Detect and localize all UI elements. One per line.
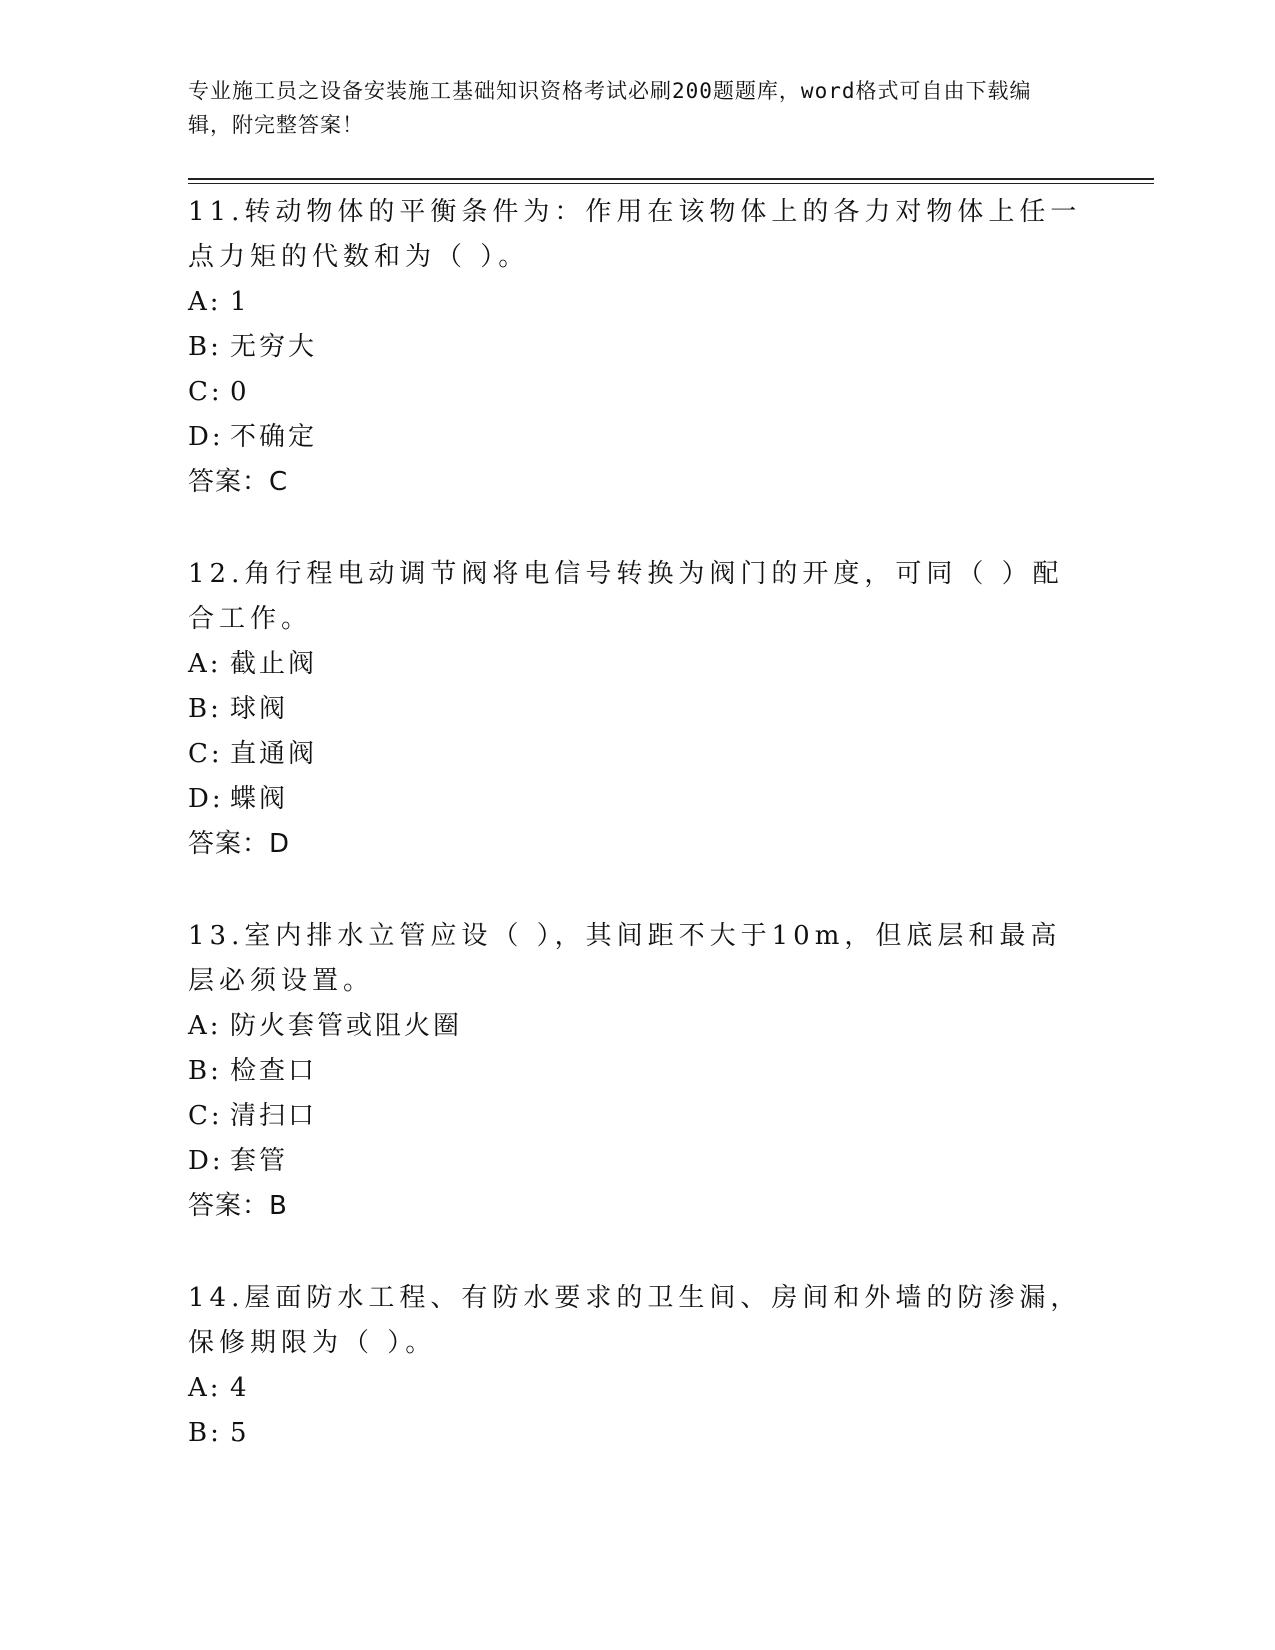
option-text: 球阀: [230, 694, 289, 724]
option-text: 截止阀: [230, 649, 318, 679]
option-text: 蝶阀: [230, 784, 289, 814]
option-list: [188, 280, 1088, 460]
option-text: 检查口: [230, 1056, 318, 1086]
question-stem: 14.屋面防水工程、有防水要求的卫生间、房间和外墙的防渗漏，保修期限为（ ）。: [188, 1283, 1082, 1358]
option-letter: C:: [188, 1101, 223, 1131]
option-text: 0: [230, 377, 250, 407]
option-a: [188, 280, 1088, 325]
option-letter: A:: [188, 287, 222, 317]
question-13: [188, 914, 1088, 1229]
option-letter: B:: [188, 694, 222, 724]
option-list: [188, 642, 1088, 822]
option-c: [188, 732, 1088, 777]
option-letter: D:: [188, 422, 224, 452]
option-letter: D:: [188, 784, 224, 814]
answer-line: 答案：D: [188, 829, 291, 859]
option-d: [188, 777, 1088, 822]
option-b: [188, 1049, 1088, 1094]
option-letter: A:: [188, 1373, 222, 1403]
option-c: [188, 1094, 1088, 1139]
option-d: [188, 1139, 1088, 1184]
option-letter: B:: [188, 332, 222, 362]
option-b: [188, 325, 1088, 370]
option-text: 4: [230, 1373, 250, 1403]
option-letter: C:: [188, 377, 223, 407]
option-c: [188, 370, 1088, 415]
option-text: 直通阀: [230, 739, 318, 769]
option-a: [188, 1366, 1088, 1411]
option-text: 不确定: [230, 422, 318, 452]
option-list: [188, 1004, 1088, 1184]
option-text: 1: [230, 287, 250, 317]
question-stem: 13.室内排水立管应设（ ），其间距不大于10m，但底层和最高层必须设置。: [188, 921, 1062, 996]
option-b: [188, 1411, 1088, 1456]
option-letter: D:: [188, 1146, 224, 1176]
option-text: 清扫口: [230, 1101, 318, 1131]
header-rule-bottom: [188, 183, 1154, 184]
option-letter: A:: [188, 649, 222, 679]
option-text: 无穷大: [230, 332, 318, 362]
answer-line: 答案：C: [188, 467, 289, 497]
option-b: [188, 687, 1088, 732]
question-stem: 11.转动物体的平衡条件为：作用在该物体上的各力对物体上任一点力矩的代数和为（ ）。: [188, 197, 1082, 272]
question-11: [188, 190, 1088, 505]
option-text: 防火套管或阻火圈: [230, 1011, 463, 1041]
option-a: [188, 1004, 1088, 1049]
option-list: [188, 1366, 1088, 1456]
option-letter: C:: [188, 739, 223, 769]
option-text: 套管: [230, 1146, 289, 1176]
option-letter: B:: [188, 1056, 222, 1086]
option-letter: B:: [188, 1418, 222, 1448]
header-rule-top: [188, 178, 1154, 180]
question-14: [188, 1276, 1088, 1456]
option-a: [188, 642, 1088, 687]
option-d: [188, 415, 1088, 460]
document-header: 专业施工员之设备安装施工基础知识资格考试必刷200题题库，word格式可自由下载编辑，附完整答案！: [188, 79, 1032, 137]
answer-line: 答案：B: [188, 1191, 288, 1221]
option-letter: A:: [188, 1011, 222, 1041]
question-12: [188, 552, 1088, 867]
question-stem: 12.角行程电动调节阀将电信号转换为阀门的开度，可同（ ）配合工作。: [188, 559, 1064, 634]
question-list: [188, 190, 1088, 1503]
option-text: 5: [230, 1418, 250, 1448]
